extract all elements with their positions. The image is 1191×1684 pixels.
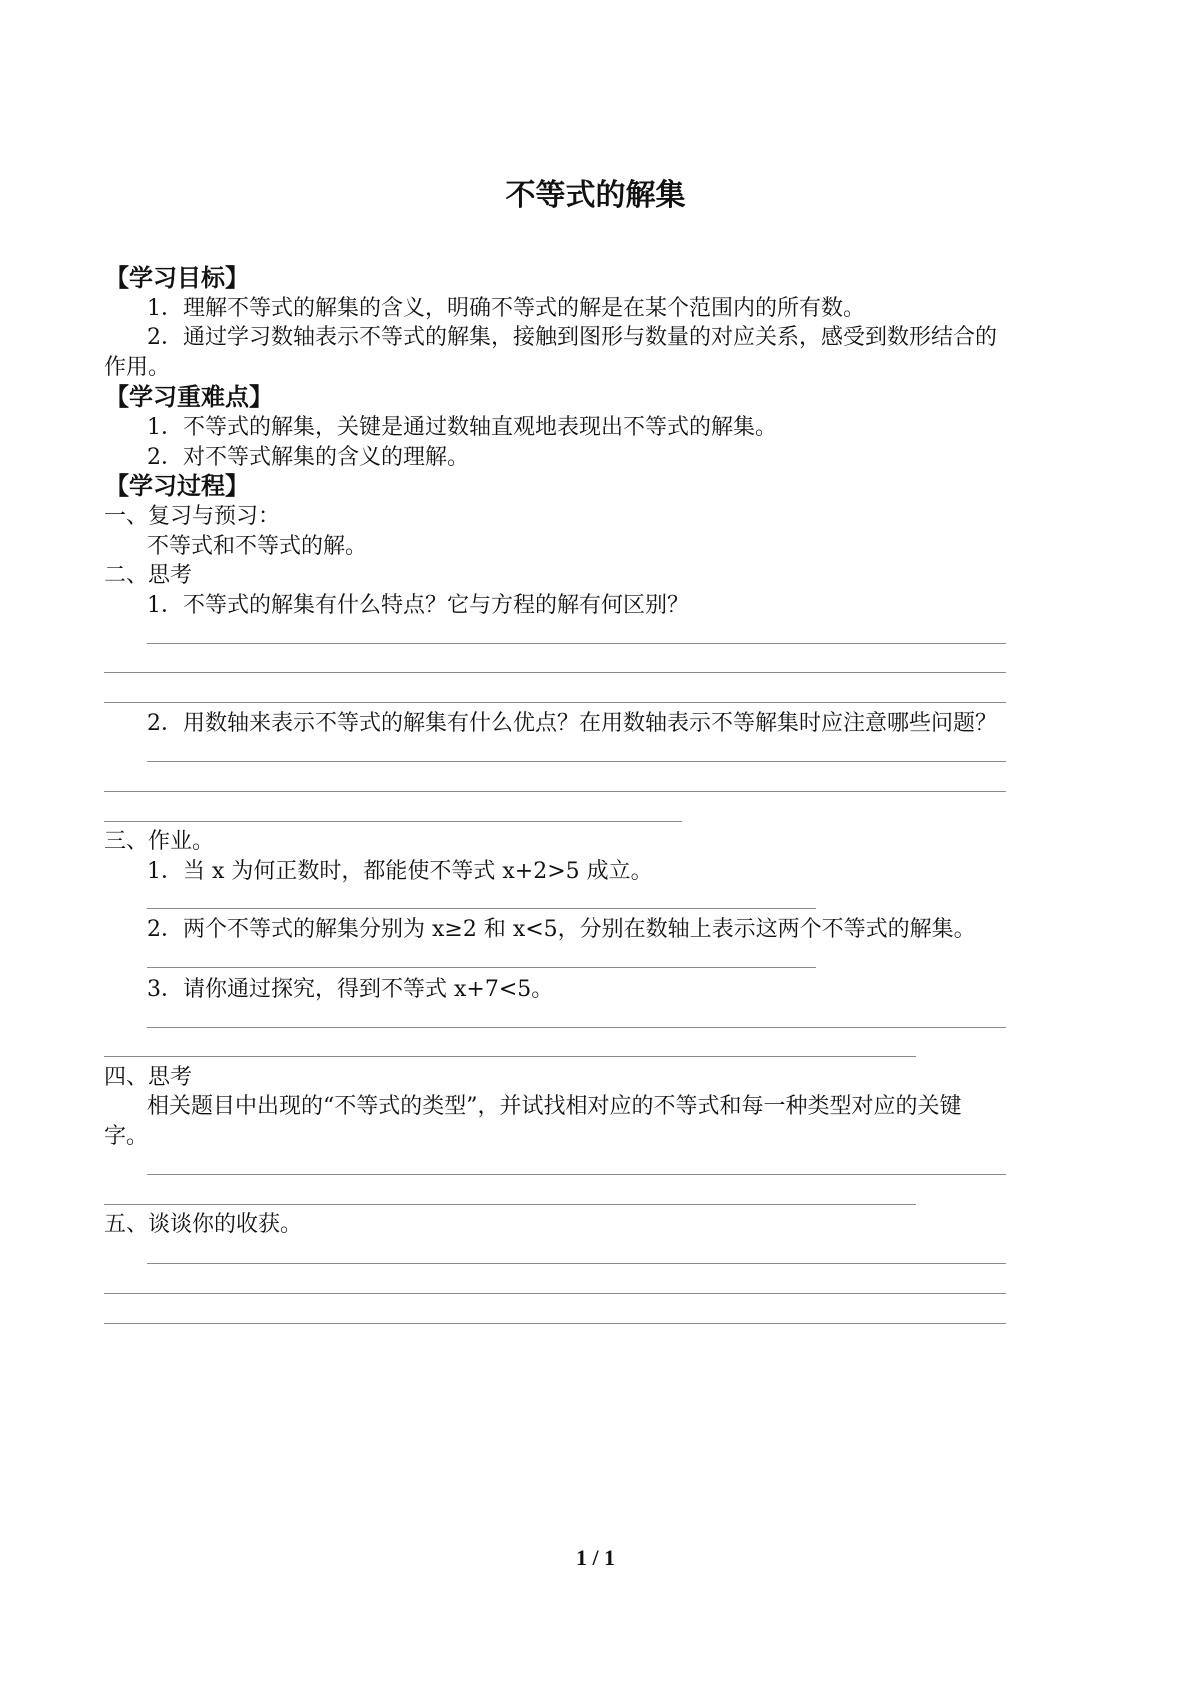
answer-line (104, 672, 1006, 673)
part-2-question-1: 1．不等式的解集有什么特点？它与方程的解有何区别？ (147, 593, 689, 618)
part-5-title: 五、谈谈你的收获。 (104, 1212, 303, 1237)
answer-line (104, 702, 1006, 703)
objective-item-1: 1．理解不等式的解集的含义，明确不等式的解是在某个范围内的所有数。 (147, 296, 865, 321)
objectives-heading: 【学习目标】 (105, 264, 249, 292)
part-3-question-1: 1．当 x 为何正数时，都能使不等式 x+2>5 成立。 (147, 859, 653, 884)
answer-line (147, 1263, 1006, 1264)
part-3-question-3: 3．请你通过探究，得到不等式 x+7<5。 (147, 977, 554, 1002)
part-3-title: 三、作业。 (104, 829, 215, 854)
objective-item-2-line-1: 2．通过学习数轴表示不等式的解集，接触到图形与数量的对应关系，感受到数形结合的 (147, 325, 997, 350)
answer-line (147, 1027, 1006, 1028)
key-point-item-1: 1．不等式的解集，关键是通过数轴直观地表现出不等式的解集。 (147, 415, 777, 440)
answer-line (147, 967, 816, 968)
part-3-question-2: 2．两个不等式的解集分别为 x≥2 和 x<5，分别在数轴上表示这两个不等式的解集。 (147, 917, 976, 942)
answer-line (104, 1204, 916, 1205)
part-4-text-line-2: 字。 (104, 1124, 149, 1149)
part-1-text: 不等式和不等式的解。 (147, 534, 368, 559)
objective-item-2-line-2: 作用。 (104, 355, 171, 380)
answer-line (147, 908, 816, 909)
answer-line (104, 1323, 1006, 1324)
answer-line (147, 643, 1006, 644)
key-points-heading: 【学习重难点】 (105, 383, 273, 411)
answer-line (104, 821, 682, 822)
part-2-question-2: 2．用数轴来表示不等式的解集有什么优点？在用数轴表示不等解集时应注意哪些问题？ (147, 711, 997, 736)
part-2-title: 二、思考 (104, 563, 193, 588)
process-heading: 【学习过程】 (105, 472, 249, 500)
answer-line (104, 791, 1006, 792)
answer-line (104, 1293, 1006, 1294)
part-1-title: 一、复习与预习： (104, 504, 281, 529)
answer-line (104, 1056, 916, 1057)
page-number: 1 / 1 (575, 1545, 616, 1570)
part-4-text-line-1: 相关题目中出现的“不等式的类型”，并试找相对应的不等式和每一种类型对应的关键 (147, 1094, 962, 1119)
document-title: 不等式的解集 (505, 178, 686, 213)
answer-line (147, 761, 1006, 762)
key-point-item-2: 2．对不等式解集的含义的理解。 (147, 445, 469, 470)
answer-line (147, 1174, 1006, 1175)
part-4-title: 四、思考 (104, 1065, 193, 1090)
